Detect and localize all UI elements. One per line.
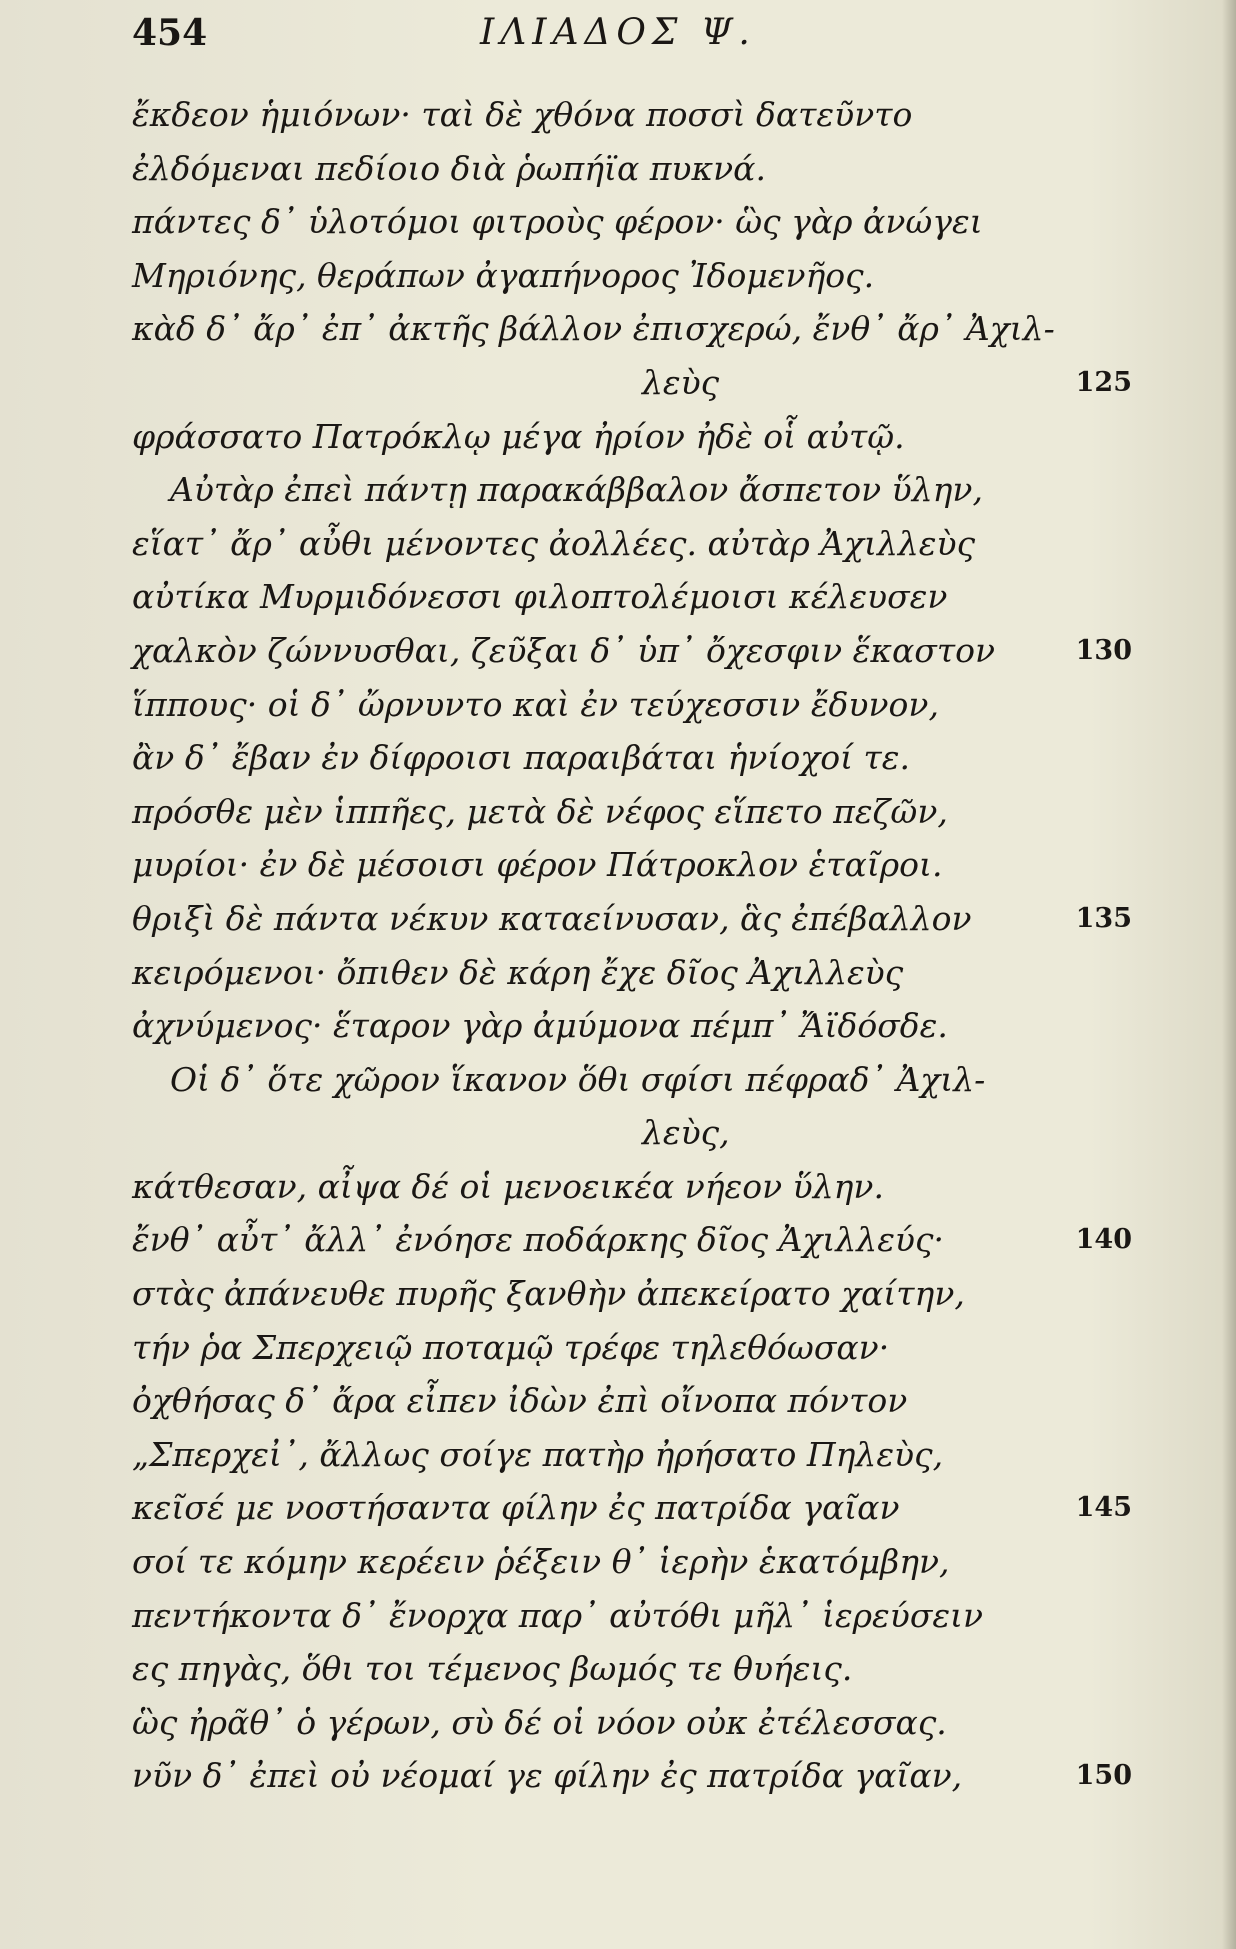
verse-line-text: ἀχνύμενος· ἕταρον γὰρ ἀμύμονα πέμπ᾽ Ἄϊδόσδε. — [132, 1006, 948, 1046]
verse-line — [132, 624, 1132, 678]
verse-line — [132, 678, 1132, 732]
page-edge-shadow — [1222, 0, 1236, 1949]
verse-line-text: πρόσθε μὲν ἱππῆες, μετὰ δὲ νέφος εἵπετο πεζῶν, — [132, 791, 948, 831]
verse-line-text: νῦν δ᾽ ἐπεὶ οὐ νέομαί γε φίλην ἐς πατρίδα γαῖαν, — [132, 1756, 963, 1796]
verse-line — [132, 1106, 1132, 1160]
verse-line-text: ἔνθ᾽ αὖτ᾽ ἄλλ᾽ ἐνόησε ποδάρκης δῖος Ἀχιλλεύς· — [132, 1220, 944, 1260]
verse-line — [132, 946, 1132, 1000]
verse-line — [132, 1053, 1132, 1107]
page-header — [132, 8, 1132, 68]
verse-line — [132, 517, 1132, 571]
verse-line-text: φράσσατο Πατρόκλῳ μέγα ἠρίον ἠδὲ οἷ αὐτῷ. — [132, 416, 905, 456]
verse-line-text: εἵατ᾽ ἄρ᾽ αὖθι μένοντες ἀολλέες. αὐτὰρ Ἀχιλλεὺς — [132, 523, 976, 563]
verse-line — [132, 1213, 1132, 1267]
verse-line-text: κεῖσέ με νοστήσαντα φίλην ἐς πατρίδα γαῖαν — [132, 1488, 900, 1528]
verse-line-text: ἐλδόμεναι πεδίοιο διὰ ῥωπήϊα πυκνά. — [132, 148, 766, 188]
verse-line — [132, 356, 1132, 410]
verse-line-text: μυρίοι· ἐν δὲ μέσοισι φέρον Πάτροκλον ἑταῖροι. — [132, 845, 943, 885]
verse-line-text: Οἱ δ᾽ ὅτε χῶρον ἵκανον ὅθι σφίσι πέφραδ᾽ Ἀχιλ- — [170, 1059, 986, 1099]
line-number: 140 — [1075, 1224, 1132, 1256]
verse-line-text: λεὺς, — [642, 1113, 730, 1153]
verse-line-text: κάτθεσαν, αἶψα δέ οἱ μενοεικέα νήεον ὕλην. — [132, 1166, 884, 1206]
verse-line-text: Αὐτὰρ ἐπεὶ πάντῃ παρακάββαλον ἄσπετον ὕλην, — [170, 470, 983, 510]
verse-line — [132, 1535, 1132, 1589]
verse-line-text: κειρόμενοι· ὄπιθεν δὲ κάρη ἔχε δῖος Ἀχιλλεὺς — [132, 952, 904, 992]
verse-line-text: πεντήκοντα δ᾽ ἔνορχα παρ᾽ αὐτόθι μῆλ᾽ ἱερεύσειν — [132, 1595, 984, 1635]
line-number: 150 — [1075, 1760, 1132, 1792]
verse-line — [132, 1160, 1132, 1214]
verse-line — [132, 1589, 1132, 1643]
verse-line-text: σοί τε κόμην κερέειν ῥέξειν θ᾽ ἱερὴν ἑκατόμβην, — [132, 1542, 950, 1582]
verse-line-text: λεὺς — [642, 362, 720, 402]
verse-line — [132, 302, 1132, 356]
line-number: 130 — [1075, 634, 1132, 666]
verse-line — [132, 785, 1132, 839]
line-number: 145 — [1075, 1492, 1132, 1524]
verse-line — [132, 1696, 1132, 1750]
page-number: 454 — [132, 12, 208, 54]
line-number: 125 — [1075, 366, 1132, 398]
verse-line-text: ἵππους· οἱ δ᾽ ὤρνυντο καὶ ἐν τεύχεσσιν ἔδυνον, — [132, 684, 939, 724]
verse-line — [132, 570, 1132, 624]
verse-line-text: στὰς ἀπάνευθε πυρῆς ξανθὴν ἀπεκείρατο χαίτην, — [132, 1274, 965, 1314]
verse-line — [132, 1481, 1132, 1535]
verse-text — [132, 88, 1132, 1803]
verse-line — [132, 1374, 1132, 1428]
verse-line-text: „Σπερχεἰ᾽, ἄλλως σοίγε πατὴρ ἠρήσατο Πηλεὺς, — [132, 1434, 944, 1474]
running-title: ΙΛΙΑΔΟΣ Ψ. — [480, 12, 756, 53]
verse-line — [132, 88, 1132, 142]
verse-line — [132, 1321, 1132, 1375]
verse-line-text: αὐτίκα Μυρμιδόνεσσι φιλοπτολέμοισι κέλευσεν — [132, 577, 948, 617]
verse-line-text: ὣς ἠρᾶθ᾽ ὁ γέρων, σὺ δέ οἱ νόον οὐκ ἐτέλεσσας. — [132, 1702, 947, 1742]
verse-line — [132, 195, 1132, 249]
verse-line-text: κὰδ δ᾽ ἄρ᾽ ἐπ᾽ ἀκτῆς βάλλον ἐπισχερώ, ἔνθ᾽ ἄρ᾽ Ἀχιλ- — [132, 309, 1055, 349]
verse-line-text: ὀχθήσας δ᾽ ἄρα εἶπεν ἰδὼν ἐπὶ οἴνοπα πόντον — [132, 1381, 908, 1421]
verse-line-text: θριξὶ δὲ πάντα νέκυν καταείνυσαν, ἃς ἐπέβαλλον — [132, 898, 972, 938]
verse-line — [132, 142, 1132, 196]
verse-line-text: ἔκδεον ἡμιόνων· ταὶ δὲ χθόνα ποσσὶ δατεῦντο — [132, 95, 913, 134]
verse-line — [132, 249, 1132, 303]
verse-line-text: ες πηγὰς, ὅθι τοι τέμενος βωμός τε θυήεις. — [132, 1649, 853, 1689]
verse-line-text: ἂν δ᾽ ἔβαν ἐν δίφροισι παραιβάται ἡνίοχοί τε. — [132, 738, 910, 778]
verse-line — [132, 1428, 1132, 1482]
verse-line — [132, 731, 1132, 785]
verse-line-text: πάντες δ᾽ ὑλοτόμοι φιτροὺς φέρον· ὣς γὰρ ἀνώγει — [132, 202, 983, 242]
line-number: 135 — [1075, 902, 1132, 934]
verse-line-text: χαλκὸν ζώννυσθαι, ζεῦξαι δ᾽ ὑπ᾽ ὄχεσφιν ἕκαστον — [132, 630, 996, 670]
verse-line-text: Μηριόνης, θεράπων ἀγαπήνορος Ἰδομενῆος. — [132, 255, 875, 295]
verse-line — [132, 999, 1132, 1053]
verse-line — [132, 838, 1132, 892]
verse-line — [132, 410, 1132, 464]
verse-line — [132, 1749, 1132, 1803]
verse-line — [132, 892, 1132, 946]
verse-line — [132, 1642, 1132, 1696]
verse-line — [132, 1267, 1132, 1321]
verse-line-text: τήν ῥα Σπερχειῷ ποταμῷ τρέφε τηλεθόωσαν· — [132, 1327, 890, 1367]
verse-line — [132, 463, 1132, 517]
